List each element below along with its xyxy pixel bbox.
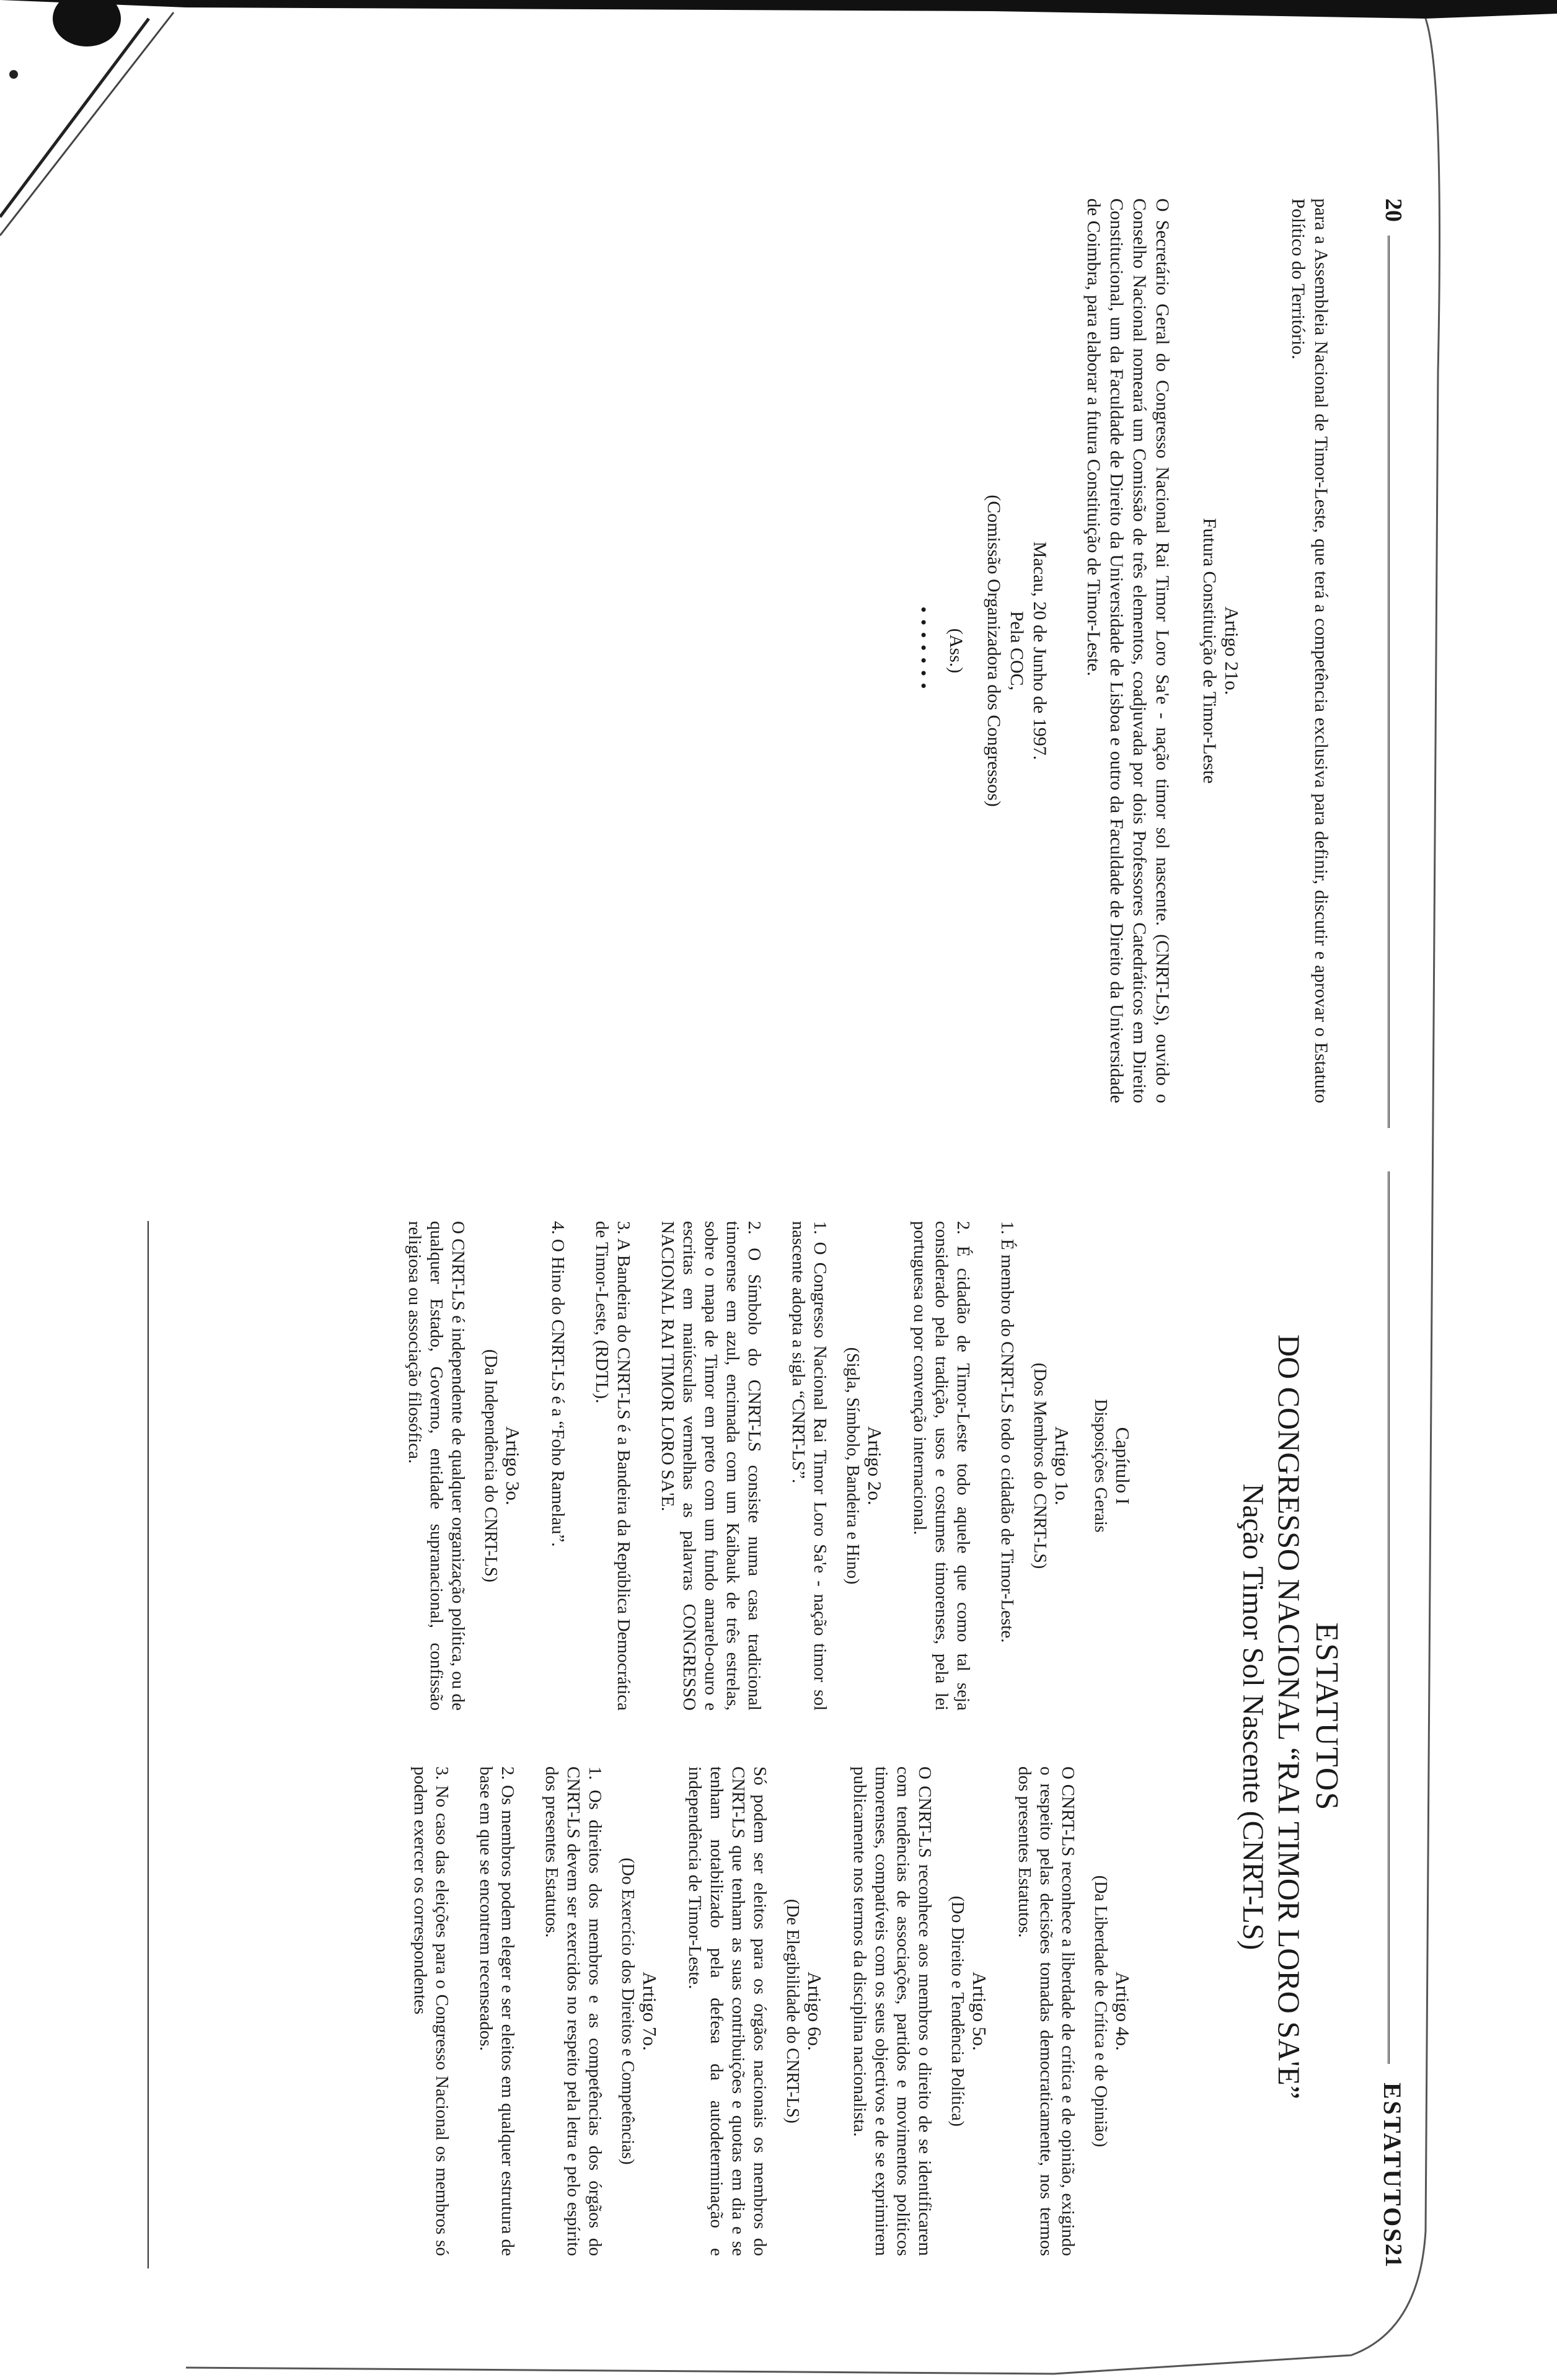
signed-by: Pela COC, <box>1007 610 1027 691</box>
article-5-para-1: O CNRT-LS reconhece aos membros o direito de se identificarem com tendências de associações, partidos e movimentos políticos timorenses, compatíveis com os seus objectivos e de se exprimirem publicamente nos termos da disciplina nacionalista. <box>850 1766 935 2256</box>
article-3-para-1: O CNRT-LS é independente de qualquer organização política, ou de qualquer Estado, Governo, entidade supranacional, confissão religiosa ou associação filosófica. <box>405 1221 468 1711</box>
article-4-title: Artigo 4o. <box>1112 1972 1134 2051</box>
article-2-para-1: 1. O Congresso Nacional Rai Timor Loro Sa'e - nação timor sol nascente adopta a sigla “CNRT-LS”. <box>788 1221 830 1711</box>
article-2-title: Artigo 2o. <box>864 1426 886 1505</box>
page-number: 20 <box>1380 198 1406 222</box>
page-20-body <box>912 198 1333 1103</box>
intro-paragraph: para a Assembleia Nacional de Timor-Leste, que terá a competência exclusiva para definir, discutir e aprovar o Estatuto Político do Território. <box>1288 198 1331 1103</box>
article-1-para-2: 2. É cidadão de Timor-Leste todo aquele que como tal seja considerado pela tradição, usos e costumes timorenses, pela lei portuguesa ou por convenção internacional. <box>910 1221 973 1711</box>
page-number: 21 <box>1380 2244 1406 2267</box>
page-header <box>1370 1171 1407 2293</box>
running-head: ESTATUTOS <box>1378 2082 1406 2244</box>
page-header <box>1370 186 1407 1128</box>
statutes-title <box>1235 1283 1345 2151</box>
column-right <box>387 1766 1134 2256</box>
article-7-subtitle: (Do Exercício dos Direitos e Competências) <box>618 1858 637 2165</box>
title-line-1: ESTATUTOS <box>1309 1622 1344 1812</box>
header-rule <box>1388 1171 1390 2064</box>
article-title: Artigo 21o. <box>1221 606 1243 695</box>
column-left <box>381 1221 1134 1711</box>
article-4-para-1: O CNRT-LS reconhece a liberdade de crítica e de opinião, exigindo o respeito pelas decisões tomadas democraticamente, nos termos dos presentes Estatutos. <box>1015 1766 1078 2256</box>
ornament-stars: ••••••• <box>913 606 933 695</box>
article-3-title: Artigo 3o. <box>502 1426 524 1505</box>
document-spread <box>93 186 1426 2293</box>
signature-note: (Ass.) <box>946 628 966 674</box>
header-rule <box>1388 236 1390 1128</box>
page-21 <box>93 1171 1426 2293</box>
place-date: Macau, 20 de Junho de 1997. <box>1030 541 1050 760</box>
article-6-title: Artigo 6o. <box>804 1972 826 2051</box>
chapter-title: Capítulo I <box>1112 1427 1134 1505</box>
article-3-subtitle: (Da Independência do CNRT-LS) <box>481 1349 500 1582</box>
article-2-para-2: 2. O Símbolo do CNRT-LS consiste numa casa tradicional timorense em azul, encimada com um Kaibauk de três estrelas, sobre o mapa de Timor em preto com um fundo amarelo-ouro e escritas em maiúsculas vermelhas as palavras CONGRESSO NACIONAL RAI TIMOR LORO SA'E. <box>658 1221 764 1711</box>
article-5-subtitle: (Do Direito e Tendência Política) <box>948 1895 967 2127</box>
title-line-2: DO CONGRESSO NACIONAL “RAI TIMOR LORO SA'E” <box>1272 1334 1307 2099</box>
committee-name: (Comissão Organizadora dos Congressos) <box>984 495 1004 807</box>
article-5-title: Artigo 5o. <box>969 1972 990 2051</box>
title-line-3: Nação Timor Sol Nascente (CNRT-LS) <box>1237 1483 1269 1950</box>
bottom-rule <box>148 1221 149 2268</box>
article-6-subtitle: (De Elegibilidade do CNRT-LS) <box>783 1898 802 2123</box>
article-subtitle: Futura Constituição de Timor-Leste <box>1199 518 1220 784</box>
article-2-para-3: 3. A Bandeira do CNRT-LS é a Bandeira da República Democrática de Timor-Leste, (RDTL). <box>592 1221 633 1711</box>
chapter-subtitle: Disposições Gerais <box>1091 1399 1110 1533</box>
article-text: O Secretário Geral do Congresso Nacional Rai Timor Loro Sa'e - nação timor sol nascente. (CNRT-LS), ouvido o Conselho Nacional nomeará um Comissão de três elementos, coadjuvada por dois Professores Catedráticos em Direito Constitucional, um da Faculdade de Direito da Universidade de Lisboa e outro da Faculdade de Direito da Universidade de Coimbra, para elaborar a futura Constituição de Timor-Leste. <box>1083 198 1173 1103</box>
article-7-title: Artigo 7o. <box>639 1972 661 2051</box>
article-7-para-3: 3. No caso das eleições para o Congresso Nacional os membros só podem exercer os correspondentes <box>410 1766 452 2256</box>
article-4-subtitle: (Da Liberdade de Crítica e de Opinião) <box>1091 1875 1110 2148</box>
article-7-para-2: 2. Os membros podem eleger e ser eleitos em qualquer estrutura de base em que se encontrem recenseados. <box>476 1766 518 2256</box>
article-2-para-4: 4. O Hino do CNRT-LS é a “Foho Ramelau”. <box>548 1221 568 1547</box>
article-1-title: Artigo 1o. <box>1051 1426 1073 1505</box>
article-2-subtitle: (Sigla, Símbolo, Bandeira e Hino) <box>843 1347 862 1585</box>
page-20 <box>93 186 1426 1128</box>
closing-block <box>912 198 1051 1103</box>
article-6-para-1: Só podem ser eleitos para os órgãos nacionais os membros do CNRT-LS que tenham as suas contribuições e quotas em dia e se tenham notabilizado pela defesa da autodeterminação e independência de Timor-Leste. <box>685 1766 770 2256</box>
article-1-para-1: 1. É membro do CNRT-LS todo o cidadão de Timor-Leste. <box>997 1221 1017 1643</box>
article-1-subtitle: (Dos Membros do CNRT-LS) <box>1030 1362 1049 1569</box>
article-7-para-1: 1. Os direitos dos membros e as competências dos órgãos do CNRT-LS devem ser exercidos no respeito pela letra e pelo espírito dos presentes Estatutos. <box>542 1766 605 2256</box>
